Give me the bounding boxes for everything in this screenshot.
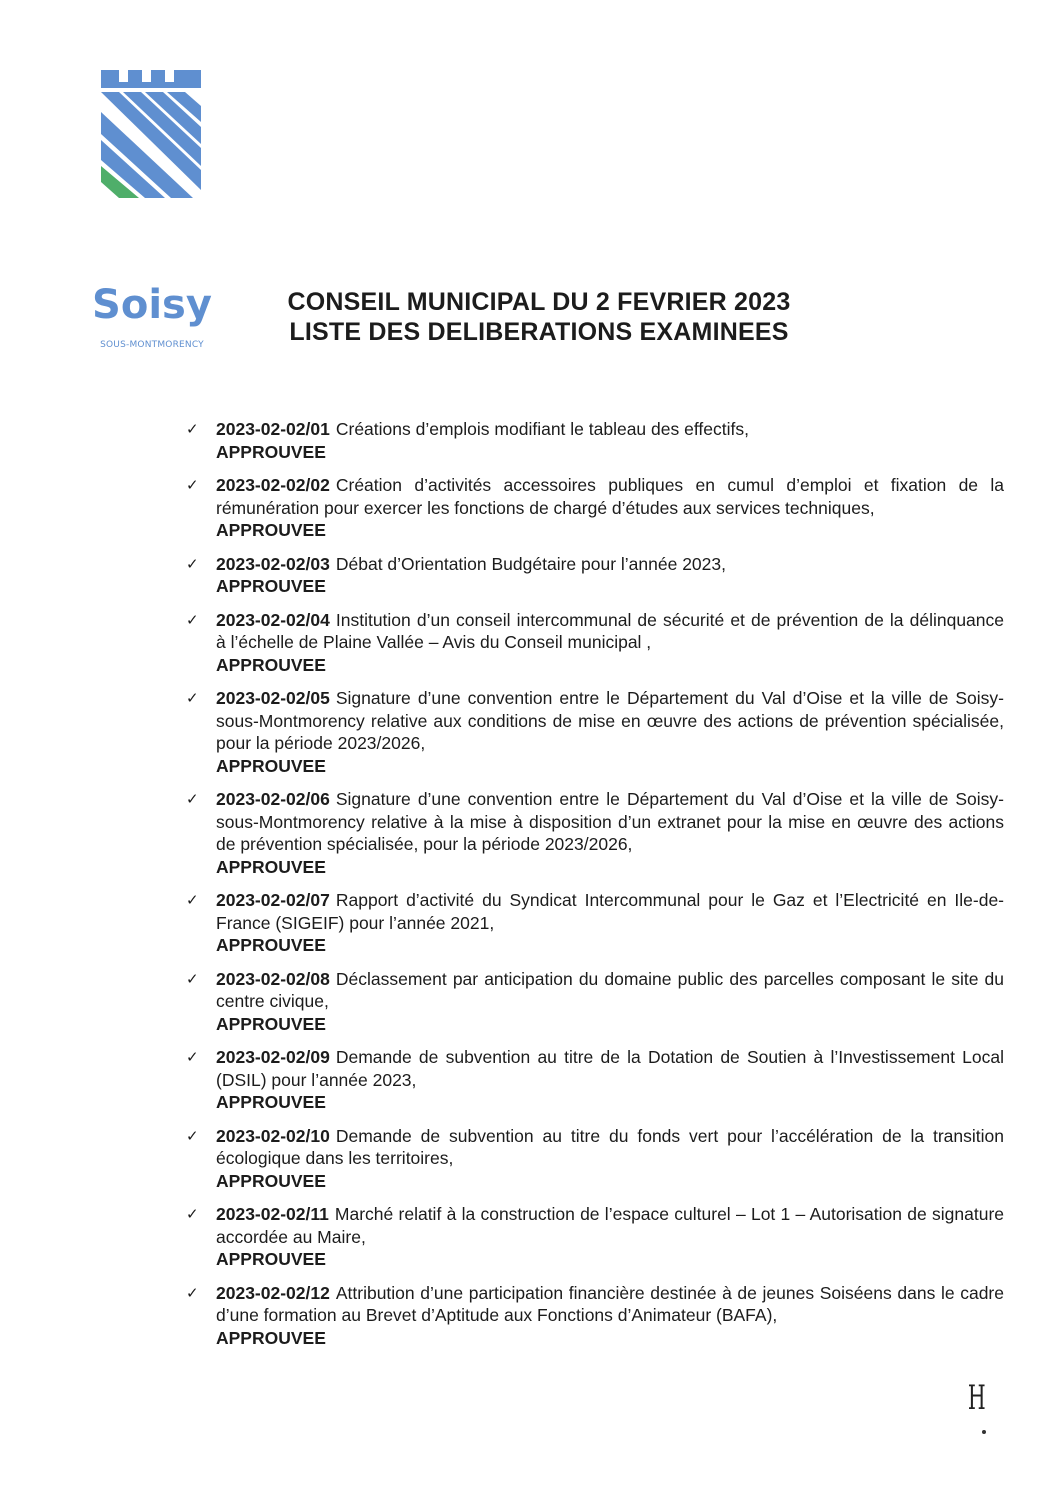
deliberation-number: 2023-02-02/03 xyxy=(216,553,330,574)
check-icon: ✓ xyxy=(186,1205,199,1223)
deliberation-number: 2023-02-02/09 xyxy=(216,1047,330,1067)
deliberation-number: 2023-02-02/12 xyxy=(216,1282,330,1303)
check-icon: ✓ xyxy=(186,969,199,988)
deliberation-number: 2023-02-02/05 xyxy=(216,688,330,708)
list-item xyxy=(186,1125,1004,1193)
list-item xyxy=(186,889,1004,957)
deliberation-text: Création d’activités accessoires publiques en cumul d’emploi et fixation de la rémunération pour exercer les fonctions de chargé d’études aux services techniques, xyxy=(216,475,1004,518)
logo-subtitle: SOUS-MONTMORENCY xyxy=(100,340,204,350)
check-icon: ✓ xyxy=(186,1126,199,1145)
deliberation-text: Demande de subvention au titre du fonds vert pour l’accélération de la transition écologique dans les territoires, xyxy=(216,1125,1004,1168)
deliberation-status: APPROUVEE xyxy=(216,576,326,596)
check-icon: ✓ xyxy=(186,554,199,573)
deliberation-text: Marché relatif à la construction de l’espace culturel – Lot 1 – Autorisation de signature accordée au Maire, xyxy=(216,1204,1004,1247)
deliberation-number: 2023-02-02/06 xyxy=(216,789,330,809)
check-icon: ✓ xyxy=(186,1048,199,1066)
deliberation-text: Déclassement par anticipation du domaine public des parcelles composant le site du centre civique, xyxy=(216,968,1004,1011)
list-item xyxy=(186,687,1004,777)
deliberation-status: APPROUVEE xyxy=(216,1249,326,1269)
deliberation-number: 2023-02-02/08 xyxy=(216,968,330,989)
check-icon: ✓ xyxy=(186,476,199,494)
deliberation-status: APPROUVEE xyxy=(216,856,326,877)
check-icon: ✓ xyxy=(186,420,199,438)
deliberation-status: APPROUVEE xyxy=(216,1092,326,1112)
check-icon: ✓ xyxy=(186,790,199,808)
list-item xyxy=(186,609,1004,677)
city-logo xyxy=(78,70,223,350)
document-title-line2: LISTE DES DELIBERATIONS EXAMINEES xyxy=(289,318,789,346)
deliberation-text: Signature d’une convention entre le Département du Val d’Oise et la ville de Soisy-sous-Montmorency relative aux conditions de mise en œuvre des actions de prévention spécialisée, pour la période 2023/2026, xyxy=(216,688,1004,753)
deliberation-status: APPROUVEE xyxy=(216,441,326,462)
deliberation-text: Institution d’un conseil intercommunal de sécurité et de prévention de la délinquance à l’échelle de Plaine Vallée – Avis du Conseil municipal , xyxy=(216,609,1004,652)
list-item xyxy=(186,553,1004,598)
deliberation-status: APPROUVEE xyxy=(216,654,326,675)
deliberation-text: Rapport d’activité du Syndicat Intercommunal pour le Gaz et l’Electricité en Ile-de-France (SIGEIF) pour l’année 2021, xyxy=(216,890,1004,933)
deliberation-status: APPROUVEE xyxy=(216,1013,326,1034)
deliberations-list xyxy=(186,418,1004,1360)
deliberation-text: Demande de subvention au titre de la Dotation de Soutien à l’Investissement Local (DSIL) pour l’année 2023, xyxy=(216,1047,1004,1090)
deliberation-text: Débat d’Orientation Budgétaire pour l’année 2023, xyxy=(335,553,726,574)
deliberation-status: APPROUVEE xyxy=(216,935,326,955)
deliberation-status: APPROUVEE xyxy=(216,1327,326,1348)
list-item xyxy=(186,474,1004,542)
deliberation-number: 2023-02-02/04 xyxy=(216,609,330,630)
document-title-line1: CONSEIL MUNICIPAL DU 2 FEVRIER 2023 xyxy=(287,288,791,316)
handwritten-initials: H xyxy=(967,1378,986,1418)
list-item xyxy=(186,1282,1004,1350)
check-icon: ✓ xyxy=(186,1283,199,1302)
list-item xyxy=(186,1203,1004,1271)
list-item xyxy=(186,788,1004,878)
deliberation-text: Attribution d’une participation financière destinée à de jeunes Soiséens dans le cadre d’une formation au Brevet d’Aptitude aux Fonctions d’Animateur (BAFA), xyxy=(216,1282,1004,1325)
check-icon: ✓ xyxy=(186,610,199,629)
deliberation-status: APPROUVEE xyxy=(216,755,326,776)
deliberation-status: APPROUVEE xyxy=(216,1170,326,1191)
list-item xyxy=(186,418,1004,463)
logo-wordmark: Soisy xyxy=(92,282,212,328)
deliberation-number: 2023-02-02/02 xyxy=(216,475,330,495)
check-icon: ✓ xyxy=(186,891,199,909)
deliberation-number: 2023-02-02/10 xyxy=(216,1125,330,1146)
deliberation-number: 2023-02-02/01 xyxy=(216,419,330,439)
castle-tower-icon xyxy=(101,70,201,205)
list-item xyxy=(186,1046,1004,1114)
check-icon: ✓ xyxy=(186,689,199,707)
deliberation-text: Créations d’emplois modifiant le tableau des effectifs, xyxy=(335,419,749,439)
ink-dot xyxy=(982,1430,986,1434)
list-item xyxy=(186,968,1004,1036)
deliberation-status: APPROUVEE xyxy=(216,520,326,540)
deliberation-text: Signature d’une convention entre le Département du Val d’Oise et la ville de Soisy-sous-Montmorency relative à la mise à disposition d’un extranet pour la mise en œuvre des actions de prévention spécialisée, pour la période 2023/2026, xyxy=(216,789,1004,854)
deliberation-number: 2023-02-02/11 xyxy=(216,1204,329,1224)
deliberation-number: 2023-02-02/07 xyxy=(216,890,330,910)
